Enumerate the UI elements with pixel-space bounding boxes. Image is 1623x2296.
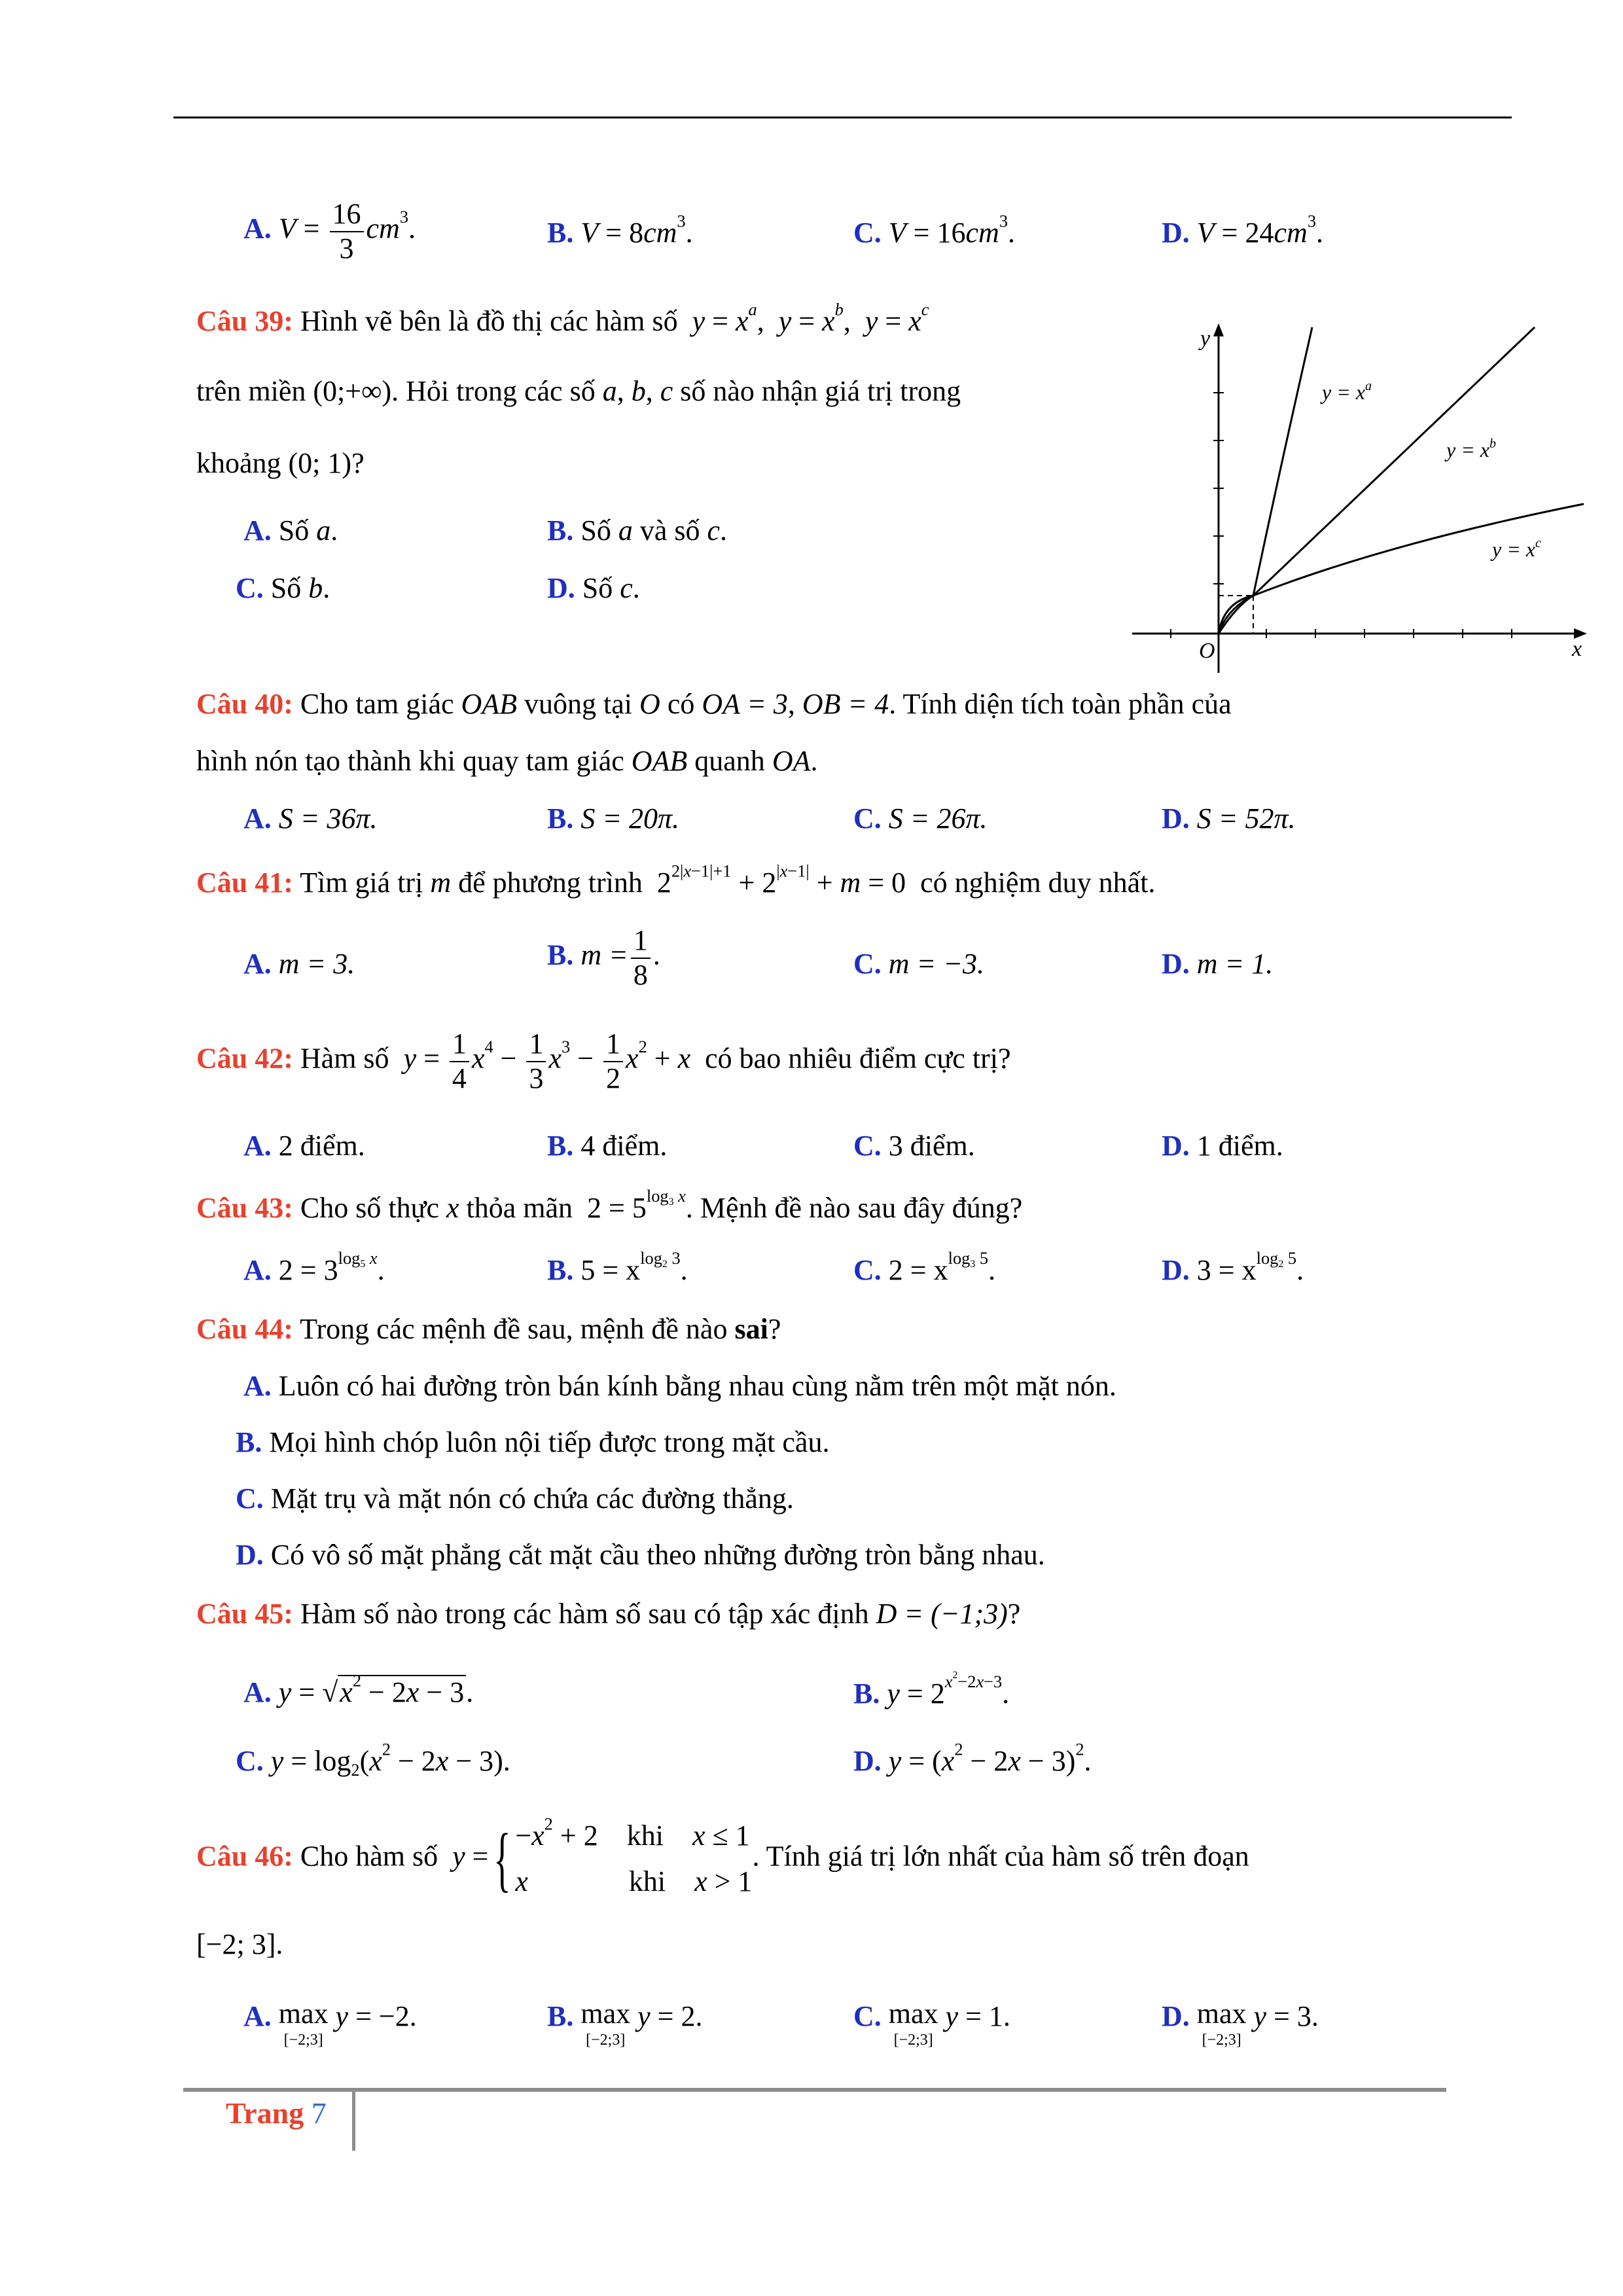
q40-option-b: B. S = 20π. [547,802,680,834]
q40-stem-line2: hình nón tạo thành khi quay tam giác OAB quanh OA. [196,745,818,777]
q43-option-b: B. $5 = x^{log_2 3}$. [547,1248,688,1286]
curve-c [1219,504,1584,634]
q39-stem-line3: khoảng (0; 1)? [196,447,365,479]
q38-option-d: D. $V = 24cm^3$. [1162,211,1324,249]
curve-b-label: $y = x^b$ [1446,437,1496,461]
q40-stem-line1: Câu 40: Cho tam giác OAB vuông tại O có OA = 3, OB = 4. Tính diện tích toàn phần của [196,688,1232,720]
q46-option-c: C. max [−2;3] y = 1. [853,1998,1010,2049]
q45-option-b: B. $y = 2^{x^2-2x-3}$. [853,1670,1010,1710]
y-axis-arrow-icon [1213,323,1224,336]
q42-option-b: B. 4 điểm. [547,1130,668,1162]
q46-option-a: A. max [−2;3] y = −2. [243,1998,417,2049]
q38-option-b: B. $V = 8cm^3$. [547,211,693,249]
footer-rule [183,2088,1446,2092]
q44-option-b: B. Mọi hình chóp luôn nội tiếp được trong mặt cầu. [236,1426,830,1458]
q45-option-a: A. $y = √x^2 - 2x - 3$. [243,1670,474,1708]
q46-stem-line1: Câu 46: Cho hàm số y ={ $-x^2 + 2$ khi x ≤ 1 x khi x > 1. Tính giá trị lớn nhất của hàm số trên đoạn [196,1814,1249,1899]
q39-option-d: D. Số c. [547,572,640,604]
q44-option-a: A. Luôn có hai đường tròn bán kính bằng nhau cùng nằm trên một mặt nón. [243,1370,1116,1402]
q41-option-a: A. m = 3. [243,948,355,980]
origin-label: O [1199,639,1215,663]
curve-b [1219,327,1535,634]
q42-option-c: C. 3 điểm. [853,1130,975,1162]
curve-c-label: $y = x^c$ [1492,536,1541,561]
q43-stem: Câu 43: Cho số thực x thỏa mãn $2 = 5^{log_3 x}$. Mệnh đề nào sau đây đúng? [196,1186,1023,1224]
q42-stem: Câu 42: Hàm số y = $\frac{1}{4}$ $x^4$ − $\frac{1}{3}$ $x^3$ − $\frac{1}{2}$ $x^2 + x$ có bao nhiêu điểm cực trị? [196,1028,1011,1094]
q46-stem-line2: [−2; 3]. [196,1928,283,1960]
y-axis-label: y [1200,327,1211,351]
q45-option-d: D. $y = (x^2 - 2x - 3)^2$. [853,1739,1092,1777]
q40-option-d: D. S = 52π. [1162,802,1296,834]
q42-option-a: A. 2 điểm. [243,1130,365,1162]
curve-a-label: $y = x^a$ [1322,379,1372,404]
q46-option-b: B. max [−2;3] y = 2. [547,1998,703,2049]
q44-option-c: C. Mặt trụ và mặt nón có chứa các đường thẳng. [236,1482,794,1515]
page-number: Trang 7 [226,2096,327,2130]
q39-power-functions-graph [1126,314,1597,681]
q44-option-d: D. Có vô số mặt phẳng cắt mặt cầu theo những đường tròn bằng nhau. [236,1539,1045,1571]
q43-option-a: A. $2 = 3^{log_5 x}$. [243,1248,385,1286]
q41-option-c: C. m = −3. [853,948,984,980]
q39-option-c: C. Số b. [236,572,330,604]
q41-option-d: D. m = 1. [1162,948,1274,980]
q46-option-d: D. max [−2;3] y = 3. [1162,1998,1319,2049]
q45-option-c: C. $y = \log_2(x^2 - 2x - 3)$. [236,1739,510,1780]
q44-stem: Câu 44: Trong các mệnh đề sau, mệnh đề nào sai? [196,1313,781,1345]
q38-option-c: C. $V = 16cm^3$. [853,211,1016,249]
q39-option-a: A. Số a. [243,514,338,547]
header-rule [173,117,1512,118]
q39-stem-line2: trên miền (0;+∞). Hỏi trong các số a, b, c số nào nhận giá trị trong [196,375,961,407]
q43-option-c: C. $2 = x^{log_3 5}$. [853,1248,996,1286]
q42-option-d: D. 1 điểm. [1162,1130,1283,1162]
curve-a [1219,327,1312,634]
q38-option-a: A. V = $\frac{16}{3}$ $cm^3$. [243,198,416,264]
q41-stem: Câu 41: Tìm giá trị m để phương trình $2^{2|x-1|+1} + 2^{|x-1|} + m = 0$ có nghiệm duy nhất. [196,861,1156,899]
q40-option-c: C. S = 26π. [853,802,988,834]
q39-stem-line1: Câu 39: Hình vẽ bên là đồ thị các hàm số $y = x^a$, $y = x^b$, $y = x^c$ [196,299,929,337]
footer-divider [352,2092,355,2151]
q41-option-b: B. m = $\frac{1}{8}$ . [547,924,660,991]
q43-option-d: D. $3 = x^{log_2 5}$. [1162,1248,1304,1286]
q40-option-a: A. S = 36π. [243,802,378,834]
x-axis-label: x [1572,637,1582,661]
q45-stem: Câu 45: Hàm số nào trong các hàm số sau có tập xác định D = (−1;3)? [196,1598,1021,1630]
q39-option-b: B. Số a và số c. [547,514,728,547]
